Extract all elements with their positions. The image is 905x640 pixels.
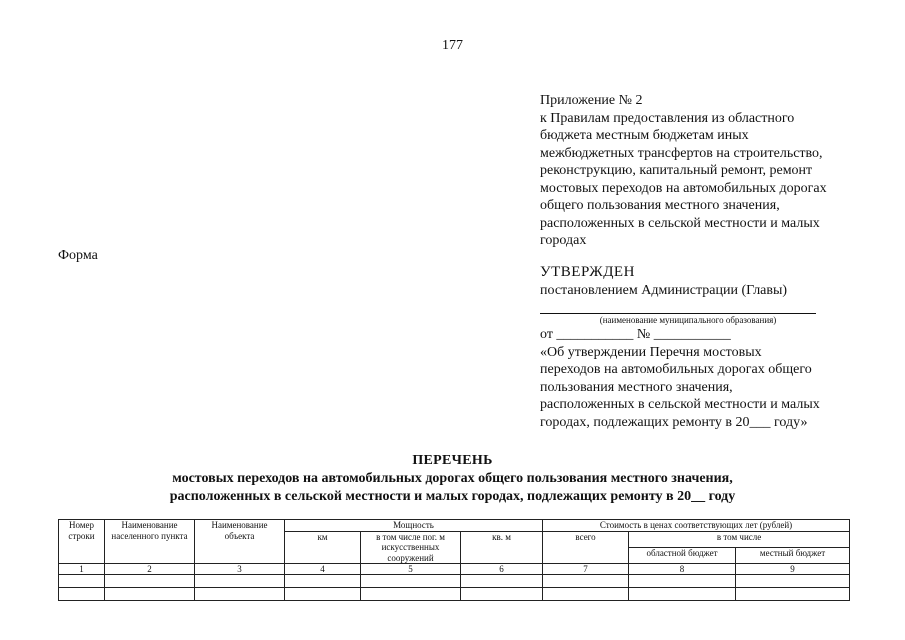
subject-line: городах, подлежащих ремонту в 20___ году» [540, 414, 808, 430]
header-sq-m: кв. м [461, 531, 543, 564]
table-cell [461, 575, 543, 588]
column-number: 1 [59, 564, 105, 575]
table-cell [361, 588, 461, 601]
appendix-line: к Правилам предоставления из областного [540, 110, 795, 126]
appendix-line: бюджета местным бюджетам иных [540, 128, 749, 143]
column-number: 4 [285, 564, 361, 575]
table-cell [736, 588, 850, 601]
appendix-line: расположенных в сельской местности и малых [540, 215, 820, 231]
table-cell [59, 588, 105, 601]
table-cell [59, 575, 105, 588]
approved-by-line: постановлением Администрации (Главы) [540, 282, 788, 298]
header-regional-budget: областной бюджет [629, 547, 736, 563]
appendix-line: городах [540, 233, 587, 248]
header-row-number: Номер строки [59, 520, 105, 564]
municipality-caption: (наименование муниципального образования) [599, 315, 777, 325]
table-cell [543, 588, 629, 601]
column-number: 5 [361, 564, 461, 575]
table-cell [361, 575, 461, 588]
header-local-budget: местный бюджет [736, 547, 850, 563]
appendix-line: общего пользования местного значения, [540, 198, 780, 213]
table-cell [543, 575, 629, 588]
subject-line: переходов на автомобильных дорогах общего [540, 362, 812, 377]
header-settlement: Наименование населенного пункта [105, 520, 195, 564]
header-km: км [285, 531, 361, 564]
table-cell [195, 575, 285, 588]
date-number-line: от ___________ № ___________ [540, 327, 731, 342]
bridges-list-table [58, 519, 850, 601]
column-number: 8 [629, 564, 736, 575]
appendix-line: Приложение № 2 [540, 93, 643, 108]
approved-heading: УТВЕРЖДЕН [540, 264, 635, 280]
page-number: 177 [442, 38, 463, 53]
table-cell [736, 575, 850, 588]
form-label: Форма [58, 248, 98, 263]
appendix-line: мостовых переходов на автомобильных дорогах [540, 180, 827, 196]
table-cell [629, 588, 736, 601]
column-number: 9 [736, 564, 850, 575]
header-including: в том числе [629, 531, 850, 547]
column-number: 7 [543, 564, 629, 575]
subject-line: расположенных в сельской местности и малых [540, 397, 820, 412]
column-number: 2 [105, 564, 195, 575]
header-capacity: Мощность [285, 520, 543, 532]
subject-line: «Об утверждении Перечня мостовых [540, 344, 762, 360]
appendix-block [540, 92, 870, 250]
table-row [59, 588, 850, 601]
header-total: всего [543, 531, 629, 564]
table-cell [105, 575, 195, 588]
subject-line: пользования местного значения, [540, 379, 733, 395]
title-main: ПЕРЕЧЕНЬ [412, 453, 493, 468]
table-cell [461, 588, 543, 601]
header-object: Наименование объекта [195, 520, 285, 564]
municipality-blank-line [540, 299, 816, 314]
table-cell [285, 588, 361, 601]
table-cell [629, 575, 736, 588]
column-number: 6 [461, 564, 543, 575]
table-cell [105, 588, 195, 601]
column-number: 3 [195, 564, 285, 575]
header-incl-linear-m: в том числе пог. м искусственных сооружений [361, 531, 461, 564]
appendix-line: межбюджетных трансфертов на строительство, [540, 145, 823, 161]
approval-block [540, 264, 870, 431]
title-line: расположенных в сельской местности и малых городах, подлежащих ремонту в 20__ году [169, 489, 736, 504]
appendix-line: реконструкцию, капитальный ремонт, ремонт [540, 163, 813, 178]
header-cost: Стоимость в ценах соответствующих лет (рублей) [543, 520, 850, 532]
table-cell [285, 575, 361, 588]
table-row [59, 575, 850, 588]
table-cell [195, 588, 285, 601]
column-number-row [59, 564, 850, 575]
title-line: мостовых переходов на автомобильных дорогах общего пользования местного значения, [172, 471, 733, 486]
document-title [0, 452, 905, 506]
